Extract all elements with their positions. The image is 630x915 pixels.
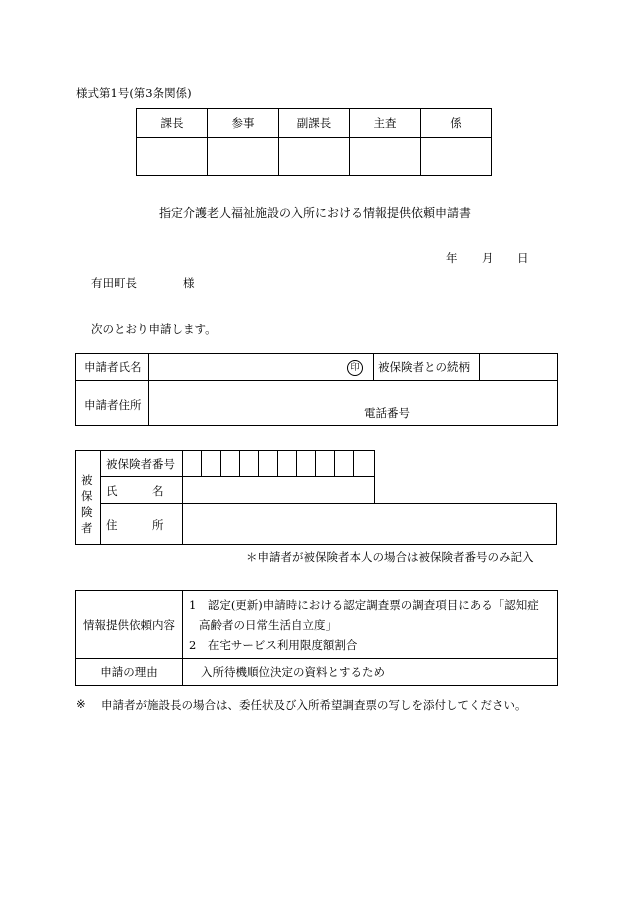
applicant-name-field[interactable] — [149, 354, 374, 381]
stamp-cell[interactable] — [350, 138, 421, 176]
seal-mark: 印 — [347, 360, 363, 376]
reason-label: 申請の理由 — [76, 659, 183, 686]
applicant-name-label: 申請者氏名 — [76, 354, 149, 381]
approval-header: 係 — [421, 109, 492, 138]
applicant-table — [75, 353, 558, 426]
approval-header: 主査 — [350, 109, 421, 138]
addressee-honorific: 様 — [183, 276, 195, 290]
insured-name-label: 氏 名 — [106, 484, 164, 498]
footnote-text: 申請者が施設長の場合は、委任状及び入所希望調査票の写しを添付してください。 — [101, 698, 527, 712]
insured-name-field[interactable] — [182, 476, 375, 504]
request-content-label: 情報提供依頼内容 — [76, 591, 183, 659]
insured-number-field[interactable] — [182, 450, 375, 477]
date-month-label: 月 — [482, 251, 494, 265]
intro-text: 次のとおり申請します。 — [91, 322, 217, 336]
stamp-cell[interactable] — [208, 138, 279, 176]
document-title: 指定介護老人福祉施設の入所における情報提供依頼申請書 — [158, 206, 471, 220]
approval-header: 副課長 — [279, 109, 350, 138]
insured-note: ＊申請者が被保険者本人の場合は被保険者番号のみ記入 — [246, 550, 534, 564]
insured-number-label: 被保険者番号 — [106, 457, 175, 471]
form-number: 様式第1号(第3条関係) — [76, 86, 192, 100]
reason-value[interactable]: 入所待機順位決定の資料とするため — [183, 659, 558, 686]
approval-stamp-table — [136, 108, 492, 176]
addressee-name: 有田町長 — [91, 276, 137, 290]
request-item-1-line-1: 1 認定(更新)申請時における認定調査票の調査項目にある「認知症 — [189, 597, 539, 612]
applicant-address-label: 申請者住所 — [76, 381, 149, 426]
phone-label: 電話番号 — [364, 406, 410, 420]
insured-address-field[interactable] — [182, 503, 557, 545]
relation-field[interactable] — [480, 354, 558, 381]
stamp-cell[interactable] — [279, 138, 350, 176]
request-info-table — [75, 590, 558, 686]
request-item-1-line-2: 高齢者の日常生活自立度」 — [199, 617, 337, 632]
insured-address-label: 住 所 — [106, 518, 164, 532]
approval-header: 参事 — [208, 109, 279, 138]
relation-label: 被保険者との続柄 — [374, 354, 480, 381]
request-item-2: 2 在宅サービス利用限度額割合 — [189, 637, 358, 652]
date-day-label: 日 — [517, 251, 529, 265]
stamp-cell[interactable] — [421, 138, 492, 176]
stamp-cell[interactable] — [137, 138, 208, 176]
date-year-label: 年 — [446, 251, 458, 265]
request-content-field[interactable] — [183, 591, 558, 659]
insured-side-label: 被保険者 — [81, 473, 93, 535]
approval-header: 課長 — [137, 109, 208, 138]
footnote-mark: ※ — [76, 697, 86, 711]
applicant-address-field[interactable] — [149, 381, 558, 426]
